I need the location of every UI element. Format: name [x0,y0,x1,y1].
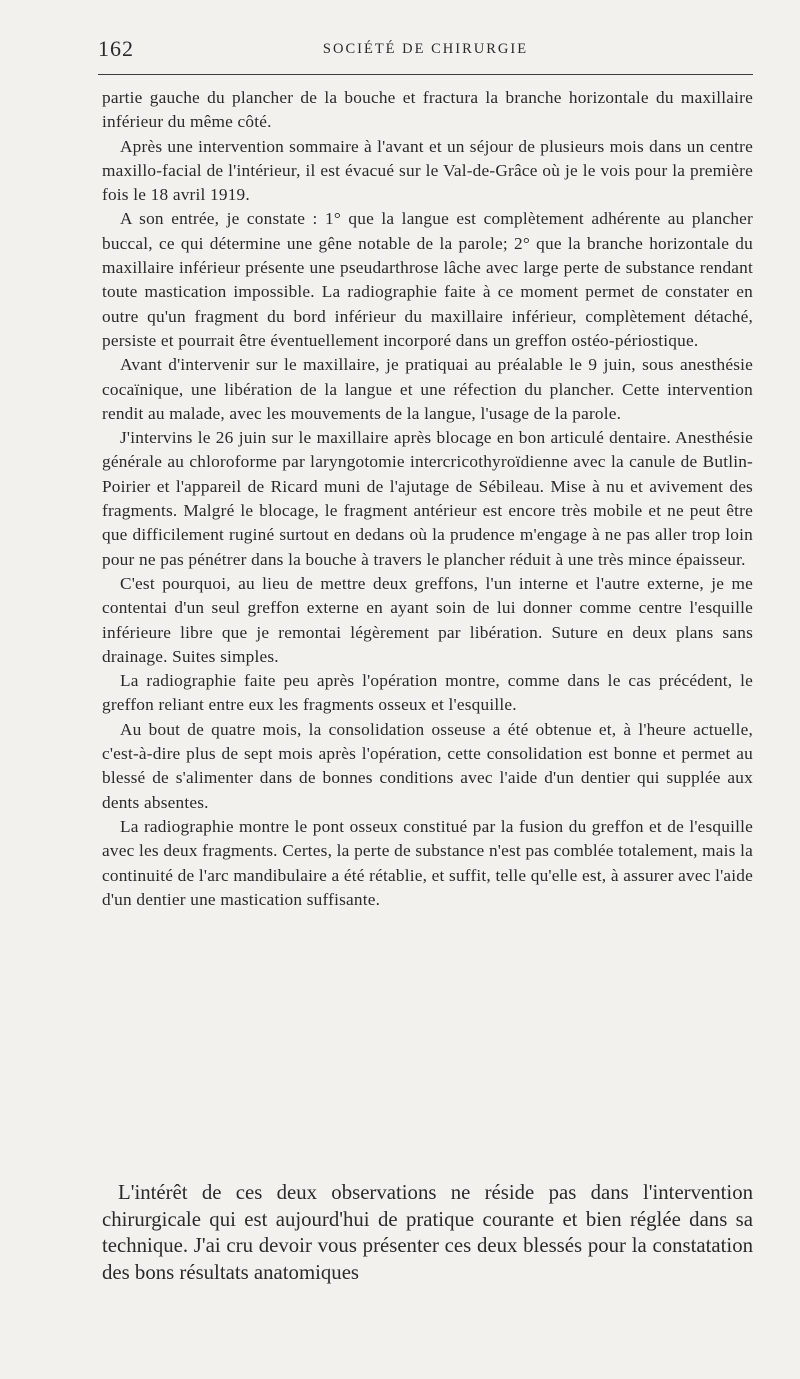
paragraph: J'intervins le 26 juin sur le maxillaire après blocage en bon articulé dentaire. Anesthésie générale au chloroforme par laryngotomie intercricothyroïdienne avec la canule de Butlin-Poirier et l'appareil de Ricard muni de l'ajutage de Sébileau. Mise à nu et avivement des fragments. Malgré le blocage, le fragment antérieur est encore très mobile et ne peut être que difficilement ruginé surtout en dedans où la prudence m'engage à ne pas aller trop loin pour ne pas pénétrer dans la bouche à travers le plancher réduit à une très mince épaisseur. [102,428,753,569]
paragraph: Après une intervention sommaire à l'avant et un séjour de plusieurs mois dans un centre maxillo-facial de l'intérieur, il est évacué sur le Val-de-Grâce où je le vois pour la première fois le 18 avril 1919. [102,136,753,205]
commentary-text [102,1180,753,1286]
paragraph: A son entrée, je constate : 1° que la langue est complètement adhérente au plancher buccal, ce qui détermine une gêne notable de la parole; 2° que la branche horizontale du maxillaire inférieur présente une pseudarthrose lâche avec large perte de substance rendant toute mastication impossible. La radiographie faite à ce moment permet de constater en outre qu'un fragment du bord inférieur du maxillaire inférieur, complètement détaché, persiste et pourrait être éventuellement incorporé dans un greffon ostéo-périostique. [102,209,753,350]
paragraph: La radiographie faite peu après l'opération montre, comme dans le cas précédent, le greffon reliant entre eux les fragments osseux et l'esquille. [102,671,753,715]
paragraph: Au bout de quatre mois, la consolidation osseuse a été obtenue et, à l'heure actuelle, c'est-à-dire plus de sept mois après l'opération, cette consolidation est bonne et permet au blessé de s'alimenter dans de bonnes conditions avec l'aide d'un dentier qui supplée aux dents absentes. [102,719,753,812]
paragraph: C'est pourquoi, au lieu de mettre deux greffons, l'un interne et l'autre externe, je me contentai d'un seul greffon externe en ayant soin de lui donner comme centre l'esquille inférieure libre que je remontai légèrement par libération. Suture en deux plans sans drainage. Suites simples. [102,573,753,666]
paragraph-continued: partie gauche du plancher de la bouche et fractura la branche horizontale du maxillaire inférieur du même côté. [102,88,753,132]
commentary-paragraph: L'intérêt de ces deux observations ne réside pas dans l'intervention chirurgicale qui est aujourd'hui de pratique courante et bien réglée dans sa technique. J'ai cru devoir vous présenter ces deux blessés pour la constatation des bons résultats anatomiques [102,1181,753,1284]
page-number: 162 [98,36,134,61]
observation-text [102,86,753,912]
paragraph: La radiographie montre le pont osseux constitué par la fusion du greffon et de l'esquille avec les deux fragments. Certes, la perte de substance n'est pas comblée totalement, mais la continuité de l'arc mandibulaire a été rétablie, et suffit, telle qu'elle est, à assurer avec l'aide d'un dentier une mastication suffisante. [102,816,753,909]
page-header [98,36,753,66]
paragraph: Avant d'intervenir sur le maxillaire, je pratiquai au préalable le 9 juin, sous anesthésie cocaïnique, une libération de la langue et une réfection du plancher. Cette intervention rendit au malade, avec les mouvements de la langue, l'usage de la parole. [102,355,753,423]
running-title: SOCIÉTÉ DE CHIRURGIE [322,41,529,57]
header-rule [98,74,753,75]
